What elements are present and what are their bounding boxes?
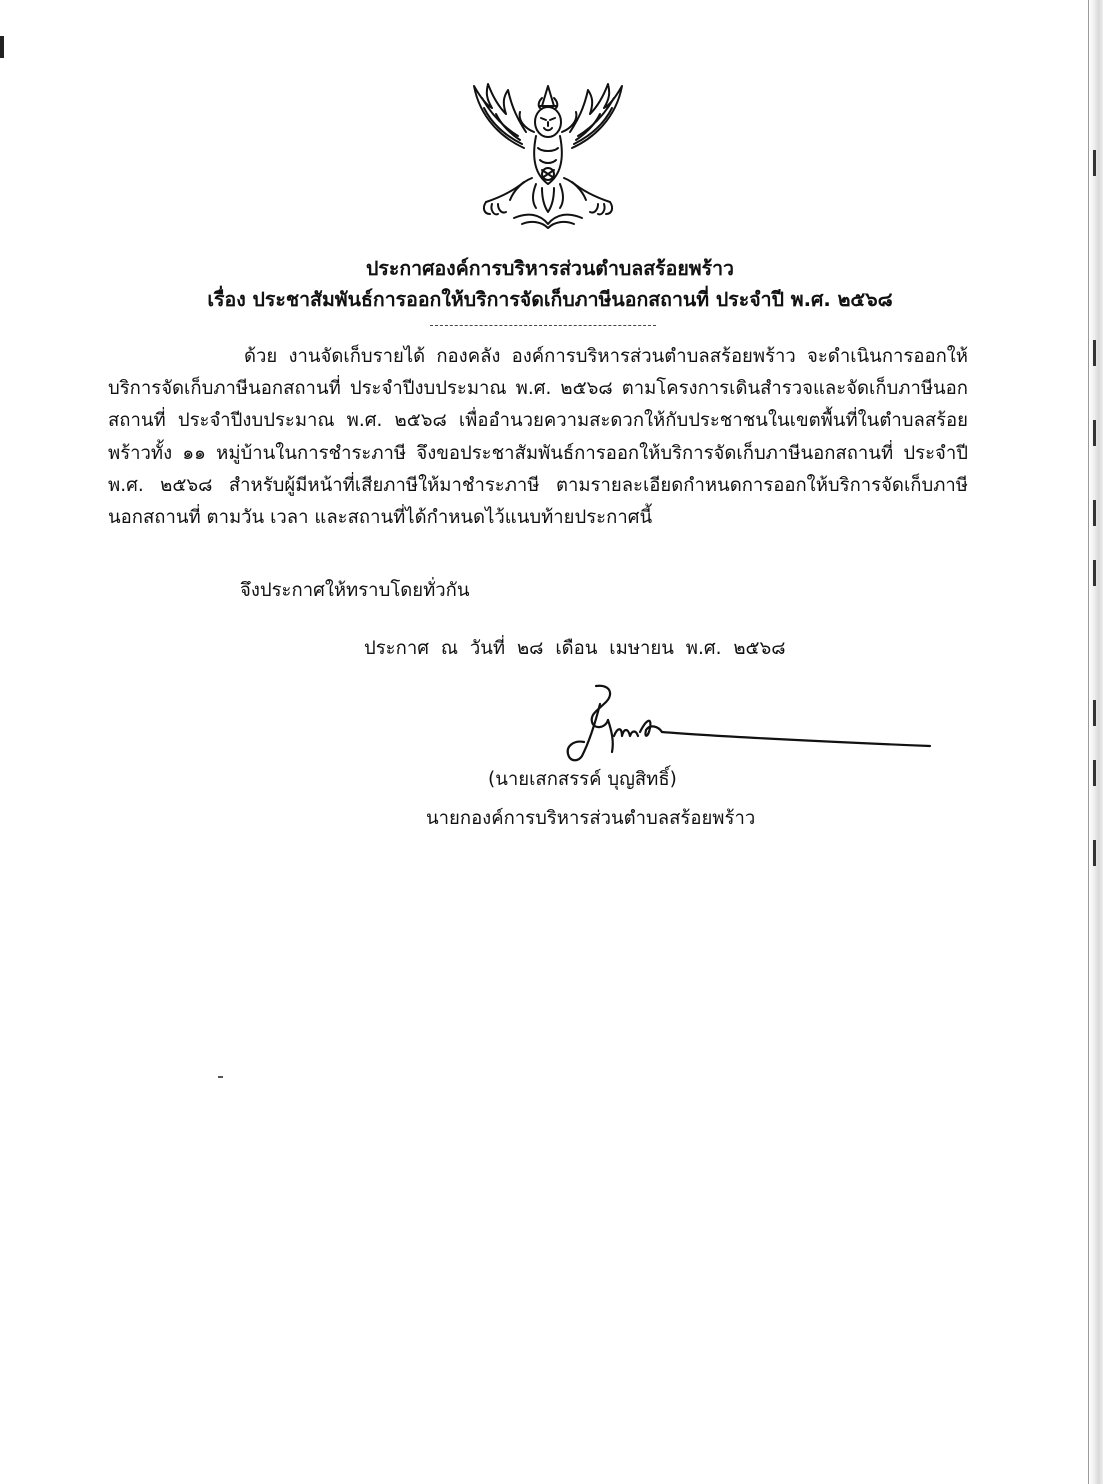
announcement-date: ประกาศ ณ วันที่ ๒๘ เดือน เมษายน พ.ศ. ๒๕๖๘ <box>364 638 786 659</box>
garuda-emblem-icon <box>462 78 634 230</box>
closing-statement: จึงประกาศให้ทราบโดยทั่วกัน <box>240 580 470 601</box>
title-divider <box>430 325 656 326</box>
signer-title: นายกองค์การบริหารส่วนตำบลสร้อยพร้าว <box>426 808 756 829</box>
scan-speck <box>218 1076 223 1078</box>
scan-edge-mark <box>0 36 4 58</box>
handwritten-signature <box>550 680 940 770</box>
scan-right-edge <box>1088 0 1103 1484</box>
signer-name: (นายเสกสรรค์ บุญสิทธิ์) <box>488 769 677 790</box>
announcement-body: ด้วย งานจัดเก็บรายได้ กองคลัง องค์การบริหารส่วนตำบลสร้อยพร้าว จะดำเนินการออกให้บริการจัดเก็บภาษีนอกสถานที่ ประจำปีงบประมาณ พ.ศ. ๒๕๖๘ ตามโครงการเดินสำรวจและจัดเก็บภาษีนอกสถานที่ ประจำปีงบประมาณ พ.ศ. ๒๕๖๘ เพื่ออำนวยความสะดวกให้กับประชาชนในเขตพื้นที่ในตำบลสร้อยพร้าวทั้ง ๑๑ หมู่บ้านในการชำระภาษี จึงขอประชาสัมพันธ์การออกให้บริการจัดเก็บภาษีนอกสถานที่ ประจำปี พ.ศ. ๒๕๖๘ สำหรับผู้มีหน้าที่เสียภาษีให้มาชำระภาษี ตามรายละเอียดกำหนดการออกให้บริการจัดเก็บภาษีนอกสถานที่ ตามวัน เวลา และสถานที่ได้กำหนดไว้แนบท้ายประกาศนี้ <box>108 346 968 529</box>
title-line-2: เรื่อง ประชาสัมพันธ์การออกให้บริการจัดเก็บภาษีนอกสถานที่ ประจำปี พ.ศ. ๒๕๖๘ <box>207 288 893 311</box>
announcement-title <box>190 253 910 315</box>
title-line-1: ประกาศองค์การบริหารส่วนตำบลสร้อยพร้าว <box>366 257 734 280</box>
